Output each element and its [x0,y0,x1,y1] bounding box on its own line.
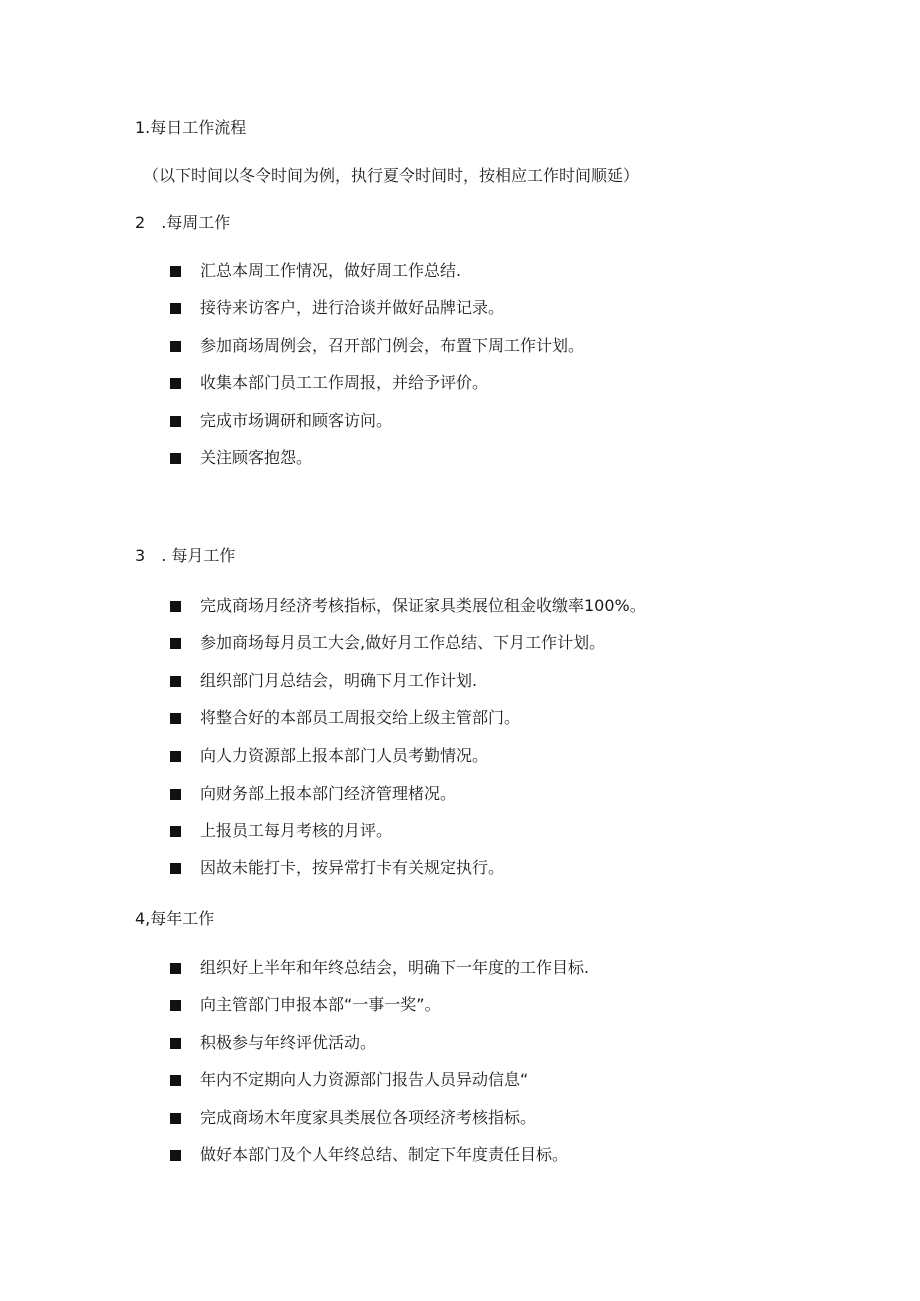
square-bullet-icon [170,826,181,837]
list-item [170,995,441,1015]
section-3-title [135,546,235,566]
list-item [170,1033,376,1053]
list-item [170,1070,528,1090]
list-item [170,784,456,804]
section-1-title: 1.每日工作流程 [135,118,247,137]
section-3-number: 3 [135,546,146,565]
list-item-text: 接待来访客户，进行洽谈并做好品牌记录。 [200,298,505,317]
list-item-text: 积极参与年终评优活动。 [200,1033,377,1052]
square-bullet-icon [170,638,181,649]
list-item-text: 完成市场调研和顾客访问。 [200,411,393,430]
square-bullet-icon [170,863,181,874]
list-item-text: 组织好上半年和年终总结会，明确下一年度的工作目标. [200,958,590,977]
square-bullet-icon [170,713,181,724]
square-bullet-icon [170,453,181,464]
list-item-text: 做好本部门及个人年终总结、制定下年度责任目标。 [200,1145,569,1164]
list-item [170,261,461,281]
list-item-text: 参加商场每月员工大会,做好月工作总结、下月工作计划。 [200,633,606,652]
square-bullet-icon [170,601,181,612]
list-item-text: 组织部门月总结会，明确下月工作计划. [200,671,478,690]
square-bullet-icon [170,303,181,314]
square-bullet-icon [170,676,181,687]
list-item [170,633,605,653]
square-bullet-icon [170,378,181,389]
list-item-text: 收集本部门员工工作周报，并给予评价。 [200,373,489,392]
list-item [170,1145,568,1165]
list-item-text: 年内不定期向人力资源部门报告人员异动信息“ [200,1070,529,1089]
section-4-title: 4,每年工作 [135,909,215,928]
list-item [170,958,589,978]
section-2-title-text: .每周工作 [161,213,231,232]
square-bullet-icon [170,1000,181,1011]
section-2-number: 2 [135,213,146,232]
list-item [170,746,488,766]
square-bullet-icon [170,963,181,974]
square-bullet-icon [170,751,181,762]
list-item-text: 参加商场周例会，召开部门例会，布置下周工作计划。 [200,336,585,355]
square-bullet-icon [170,1150,181,1161]
list-item-text: 汇总本周工作情况，做好周工作总结. [200,261,462,280]
square-bullet-icon [170,1038,181,1049]
list-item [170,448,312,468]
list-item [170,411,392,431]
section-1-note: （以下时间以冬令时间为例，执行夏令时间时，按相应工作时间顺延） [143,166,640,185]
square-bullet-icon [170,1113,181,1124]
list-item [170,821,392,841]
list-item-text: 完成商场木年度家具类展位各项经济考核指标。 [200,1108,537,1127]
square-bullet-icon [170,416,181,427]
list-item [170,373,488,393]
list-item-text: 向财务部上报本部门经济管理楮况。 [200,784,457,803]
list-item-text: 向主管部门申报本部“一事一奖”。 [200,995,441,1014]
list-item-text: 关注顾客抱怨。 [200,448,313,467]
list-item-text: 因故未能打卡，按异常打卡有关规定执行。 [200,858,505,877]
list-item [170,671,477,691]
list-item [170,596,646,616]
list-item [170,1108,536,1128]
list-item-text: 向人力资源部上报本部门人员考勤情况。 [200,746,489,765]
list-item [170,298,504,318]
square-bullet-icon [170,266,181,277]
list-item [170,336,584,356]
square-bullet-icon [170,1075,181,1086]
list-item-text: 将整合好的本部员工周报交给上级主管部门。 [200,708,521,727]
list-item-text: 上报员工每月考核的月评。 [200,821,393,840]
section-2-title [135,213,230,233]
square-bullet-icon [170,341,181,352]
list-item [170,708,520,728]
square-bullet-icon [170,789,181,800]
list-item-text: 完成商场月经济考核指标，保证家具类展位租金收缴率100%。 [200,596,646,615]
section-3-title-text: . 每月工作 [161,546,236,565]
list-item [170,858,504,878]
